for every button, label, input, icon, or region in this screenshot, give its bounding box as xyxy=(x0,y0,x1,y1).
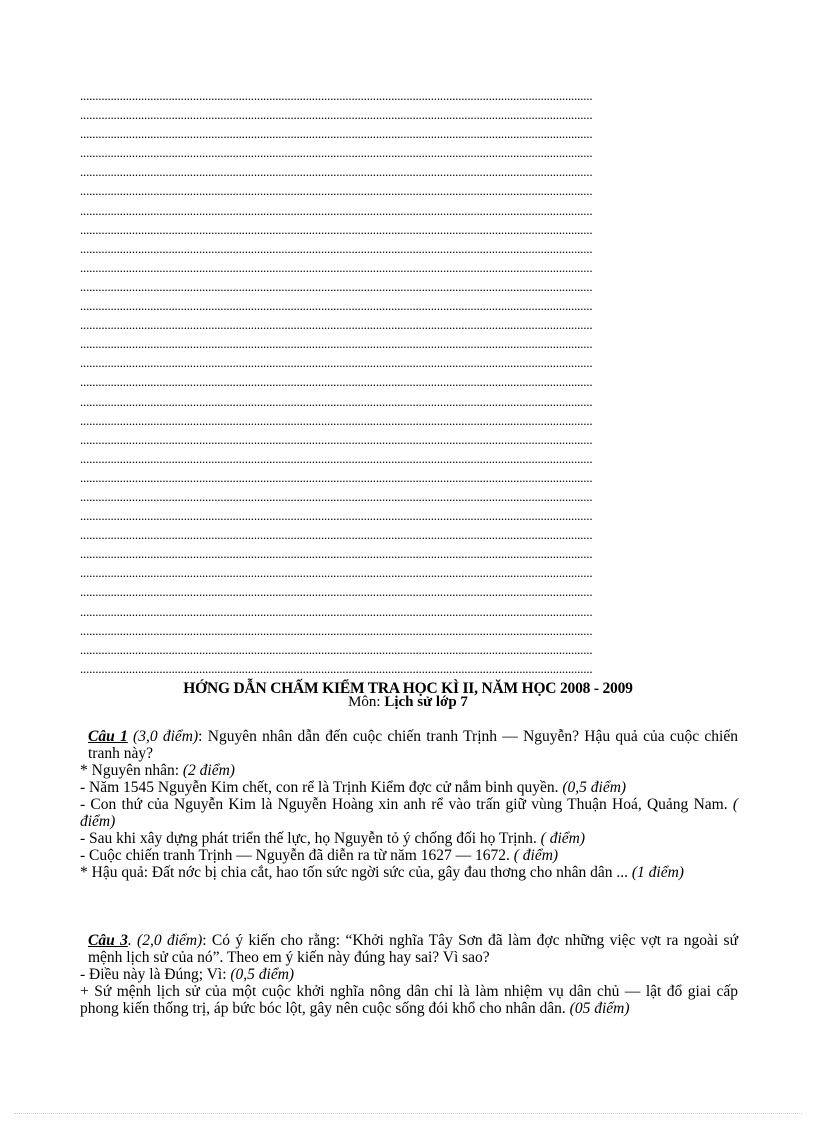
dotted-answer-line: ........................................................................................................................................................................ xyxy=(80,126,593,142)
answer-1-text: - Điều này là Đúng; Vì: xyxy=(80,966,231,983)
dotted-answer-line: ........................................................................................................................................................................ xyxy=(80,622,593,638)
question-1-score: (3,0 điểm) xyxy=(127,728,199,745)
cause-2-text: - Con thứ của Nguyễn Kim là Nguyễn Hoàng xin anh rể vào trấn giữ vùng Thuận Hoá, Quảng Nam. xyxy=(80,796,733,813)
answer-lines xyxy=(80,86,720,678)
subject-line xyxy=(0,694,816,711)
dotted-answer-line: ........................................................................................................................................................................ xyxy=(80,508,593,524)
dotted-answer-line: ........................................................................................................................................................................ xyxy=(80,641,593,657)
dotted-answer-line: ........................................................................................................................................................................ xyxy=(80,603,593,619)
answer-2-text: + Sứ mệnh lịch sử của một cuộc khởi nghĩa nông dân chỉ là làm nhiệm vụ dân chủ — lật đổ giai cấp phong kiến thống trị, áp bức bóc lột, gây nên cuộc sống đói khổ cho nhân dân. xyxy=(80,983,738,1017)
cause-4-text: - Cuộc chiến tranh Trịnh — Nguyễn đã diễn ra từ năm 1627 — 1672. xyxy=(80,847,514,864)
dotted-answer-line: ........................................................................................................................................................................ xyxy=(80,660,593,676)
dotted-answer-line: ........................................................................................................................................................................ xyxy=(80,488,593,504)
cause-1-text: - Năm 1545 Nguyễn Kim chết, con rể là Trịnh Kiểm đợc cử nắm binh quyền. xyxy=(80,779,563,796)
answer-item-2 xyxy=(80,983,738,1017)
dotted-answer-line: ........................................................................................................................................................................ xyxy=(80,374,593,390)
question-1-text: : Nguyên nhân dẫn đến cuộc chiến tranh Trịnh — Nguyễn? Hậu quả của cuộc chiến tranh này? xyxy=(88,728,738,762)
dotted-answer-line: ........................................................................................................................................................................ xyxy=(80,183,593,199)
question-1-prompt xyxy=(80,728,738,762)
cause-header-score: (2 điểm) xyxy=(182,762,235,779)
answer-2-score: (05 điểm) xyxy=(569,1000,630,1017)
dotted-answer-line: ........................................................................................................................................................................ xyxy=(80,527,593,543)
cause-2-score: ( điểm) xyxy=(80,796,738,830)
dotted-answer-line: ........................................................................................................................................................................ xyxy=(80,317,593,333)
guide-title: HỚNG DẪN CHẤM KIỂM TRA HỌC KÌ II, NĂM HỌC 2008 - 2009 xyxy=(183,680,633,697)
dotted-answer-line: ........................................................................................................................................................................ xyxy=(80,355,593,371)
dotted-answer-line: ........................................................................................................................................................................ xyxy=(80,584,593,600)
cause-header xyxy=(80,762,738,779)
question-3-block xyxy=(80,932,738,1017)
question-3-prompt xyxy=(80,932,738,966)
cause-item-2 xyxy=(80,796,738,830)
dotted-answer-line: ........................................................................................................................................................................ xyxy=(80,393,593,409)
dotted-answer-line: ........................................................................................................................................................................ xyxy=(80,88,593,103)
cause-header-text: * Nguyên nhân: xyxy=(80,762,183,779)
subject-label: Môn: xyxy=(348,694,385,710)
dotted-answer-line: ........................................................................................................................................................................ xyxy=(80,240,593,256)
dotted-answer-line: ........................................................................................................................................................................ xyxy=(80,565,593,581)
dotted-answer-line: ........................................................................................................................................................................ xyxy=(80,259,593,275)
cause-1-score: (0,5 điểm) xyxy=(562,779,627,796)
dotted-answer-line: ........................................................................................................................................................................ xyxy=(80,107,593,123)
dotted-answer-line: ........................................................................................................................................................................ xyxy=(80,202,593,218)
answer-item-1 xyxy=(80,966,738,983)
cause-3-text: - Sau khi xây dựng phát triển thế lực, họ Nguyễn tỏ ý chống đối họ Trịnh. xyxy=(80,830,541,847)
answer-1-score: (0,5 điểm) xyxy=(230,966,295,983)
question-3-score: . (2,0 điểm) xyxy=(127,932,203,949)
dotted-answer-line: ........................................................................................................................................................................ xyxy=(80,412,593,428)
cause-item-3 xyxy=(80,830,738,847)
cause-3-score: ( điểm) xyxy=(540,830,585,847)
dotted-answer-line: ........................................................................................................................................................................ xyxy=(80,469,593,485)
cause-item-1 xyxy=(80,779,738,796)
dotted-answer-line: ........................................................................................................................................................................ xyxy=(80,450,593,466)
dotted-answer-line: ........................................................................................................................................................................ xyxy=(80,546,593,562)
cause-item-4 xyxy=(80,847,738,864)
dotted-answer-line: ........................................................................................................................................................................ xyxy=(80,336,593,352)
effect-score: (1 điểm) xyxy=(631,864,684,881)
question-3-text: : Có ý kiến cho rằng: “Khởi nghĩa Tây Sơn đã làm đợc những việc vợt ra ngoài sứ mệnh lịch sử của nó”. Theo em ý kiến này đúng hay sai? Vì sao? xyxy=(88,932,738,966)
dotted-answer-line: ........................................................................................................................................................................ xyxy=(80,278,593,294)
effect-text: * Hậu quả: Đất nớc bị chia cắt, hao tốn sức ngời sức của, gây đau thơng cho nhân dân ... xyxy=(80,864,632,881)
cause-4-score: ( điểm) xyxy=(513,847,559,864)
dotted-answer-line: ........................................................................................................................................................................ xyxy=(80,164,593,180)
question-3-number: Câu 3 xyxy=(88,932,128,949)
question-1-block xyxy=(80,728,738,881)
question-1-number: Câu 1 xyxy=(88,728,128,745)
subject-value: Lịch sử lớp 7 xyxy=(384,694,468,710)
dotted-answer-line: ........................................................................................................................................................................ xyxy=(80,145,593,161)
dotted-answer-line: ........................................................................................................................................................................ xyxy=(80,298,593,314)
dotted-answer-line: ........................................................................................................................................................................ xyxy=(80,431,593,447)
page-border xyxy=(14,1113,802,1114)
effect-item xyxy=(80,864,738,881)
dotted-answer-line: ........................................................................................................................................................................ xyxy=(80,221,593,237)
